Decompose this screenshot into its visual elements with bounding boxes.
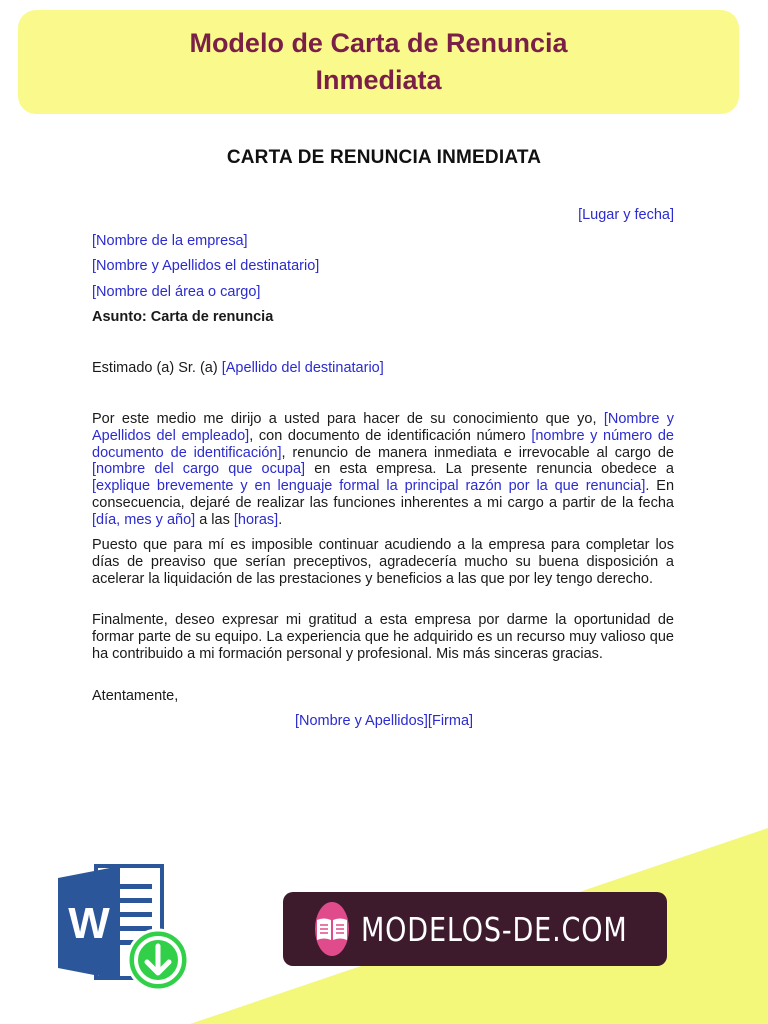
title-banner [18,10,739,114]
body-paragraph-1 [92,411,674,529]
p1-text-1: Por este medio me dirijo a usted para hacer de su conocimiento que yo, [92,411,604,427]
brand-name: MODELOS-DE.COM [361,909,628,949]
body-paragraph-3: Finalmente, deseo expresar mi gratitud a esta empresa por darme la oportunidad de formar parte de su equipo. La experiencia que he adquirido es un recurso muy valioso que ha contribuido a mi formación personal y profesional. Mis más sinceras gracias. [92,612,674,662]
employee-name-placeholder: [Nombre y Apellidos del empleado] [92,411,674,444]
p1-text-5: . En consecuencia, dejaré de realizar las funciones inherentes a mi cargo a partir de la fecha [92,478,675,511]
banner-title-line-1: Modelo de Carta de Renuncia [189,28,568,58]
closing: Atentamente, [92,688,179,704]
word-icon-letter: W [68,899,110,948]
p1-text-6: a las [195,511,234,528]
area-placeholder: [Nombre del área o cargo] [92,284,261,300]
position-placeholder: [nombre del cargo que ocupa] [92,461,306,478]
company-placeholder: [Nombre de la empresa] [92,233,248,249]
greeting-prefix: Estimado (a) Sr. (a) [92,360,222,376]
p1-text-4: en esta empresa. La presente renuncia obedece a [305,461,674,478]
body-paragraph-2: Puesto que para mí es imposible continuar acudiendo a la empresa para completar los días de preaviso que serían preceptivos, agradecería mucho su buena disposición a acelerar la liquidación de las prestaciones y beneficios a las que por ley tengo derecho. [92,537,674,587]
greeting-recipient-placeholder: [Apellido del destinatario] [221,360,384,376]
id-document-placeholder: [nombre y número de documento de identificación] [92,427,674,461]
word-document-icon[interactable] [58,858,198,998]
download-arrow-icon [128,930,188,990]
place-date-placeholder: [Lugar y fecha] [578,207,674,223]
document-title: CARTA DE RENUNCIA INMEDIATA [226,147,542,168]
reason-placeholder: [explique brevemente y en lenguaje formal la principal razón por la que renuncia] [92,478,646,495]
p1-text-2: , con documento de identificación número [249,427,532,444]
recipient-placeholder: [Nombre y Apellidos el destinatario] [92,258,320,274]
greeting [92,360,384,376]
p1-text-7: . [278,511,283,528]
open-book-icon [315,902,349,956]
date-placeholder: [día, mes y año] [92,511,196,528]
p1-text-3: , renuncio de manera inmediata e irrevocable al cargo de [281,444,674,461]
brand-badge[interactable] [283,892,667,966]
banner-title-line-2: Inmediata [315,65,442,95]
subject-line: Asunto: Carta de renuncia [92,309,274,325]
hours-placeholder: [horas] [233,511,279,528]
signature-placeholder: [Nombre y Apellidos][Firma] [294,713,474,729]
